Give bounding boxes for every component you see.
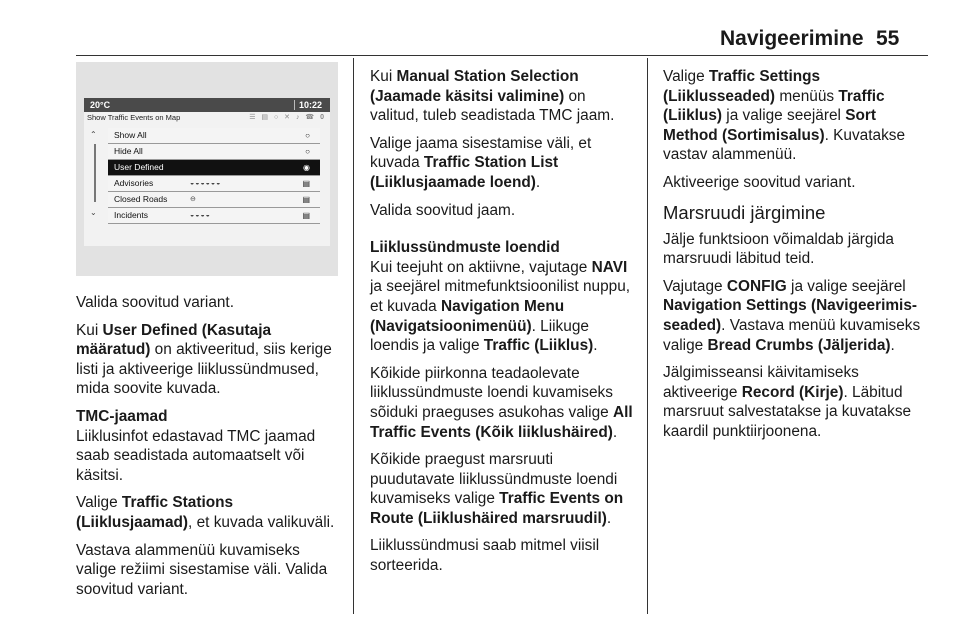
menu-term: All Traffic Events (Kõik liiklushäired): [370, 403, 633, 441]
paragraph: Valige jaama sisestamise väli, et kuvada Traffic Station List (Liiklusjaamade loend).: [370, 134, 592, 191]
paragraph: Valida soovitud variant.: [76, 294, 234, 311]
status-icon-strip: ☰ ▤ ○ ✕ ♪ ☎: [249, 114, 317, 121]
menu-term: Traffic Events on Route (Liiklushäired marsruudil): [370, 490, 624, 527]
header-rule: [76, 55, 928, 56]
paragraph: Vajutage CONFIG ja valige seejärel Navigation Settings (Navigeerimis-seaded). Vastava menüü kuvamiseks valige Bread Crumbs (Jäljerida).: [663, 277, 921, 354]
submenu-icon[interactable]: ▤: [302, 195, 310, 204]
section-title: Navigeerimine: [720, 27, 864, 50]
menu-row[interactable]: [108, 208, 320, 224]
paragraph: Jälgimisseansi käivitamiseks aktiveerige Record (Kirje). Läbitud marsruut salvestatakse ja kuvatakse kaardil punktiirjoonena.: [663, 364, 912, 440]
column-divider: [353, 58, 354, 614]
status-bar: [84, 98, 330, 112]
menu-list: [108, 128, 320, 224]
event-type-icons: ◒◒◒◒: [190, 212, 211, 219]
menu-row[interactable]: [108, 160, 320, 176]
radio-button-icon[interactable]: ◉: [303, 163, 310, 172]
menu-term: User Defined (Kasutaja määratud): [76, 321, 272, 359]
menu-term: Traffic Stations (Liiklusjaamad): [76, 494, 234, 531]
paragraph: Liiklussündmusi saab mitmel viisil sorteerida.: [370, 537, 600, 575]
menu-term: Navigation Menu (Navigatsioonimenüü): [370, 297, 565, 335]
menu-panel: [84, 112, 330, 246]
paragraph: Valige Traffic Stations (Liiklusjaamad), et kuvada valikuväli.: [76, 494, 335, 531]
status-count: 0: [320, 114, 326, 121]
paragraph: Liiklusinfot edastavad TMC jaamad saab seadistada automaatselt või käsitsi.: [76, 427, 316, 484]
menu-row-label: Show All: [114, 130, 147, 140]
subheading-traffic-lists: Liiklussündmuste loendid: [370, 239, 560, 257]
menu-term: Traffic (Liiklus): [483, 337, 594, 355]
paragraph: Kui User Defined (Kasutaja määratud) on aktiveeritud, siis kerige listi ja aktiveerige liiklussündmused, mida soovite kuvada.: [76, 321, 332, 398]
menu-row-label: Incidents: [114, 210, 149, 220]
menu-row[interactable]: [108, 192, 320, 208]
paragraph: Aktiveerige soovitud variant.: [663, 173, 856, 191]
paragraph: Kõikide piirkonna teadaolevate liiklussündmuste loendi kuvamiseks sõiduki praeguses asukohas valige All Traffic Events (Kõik liiklushäired).: [370, 364, 633, 441]
temperature-readout: 20°C: [90, 100, 111, 110]
menu-title: Show Traffic Events on Map: [87, 113, 181, 122]
scrollbar[interactable]: [94, 144, 96, 202]
menu-row[interactable]: [108, 144, 320, 160]
menu-term: Manual Station Selection (Jaamade käsitsi valimine): [370, 68, 579, 105]
menu-row-label: User Defined: [114, 162, 164, 172]
scroll-up-icon[interactable]: ⌃: [90, 130, 97, 139]
column-1: [76, 293, 344, 607]
infotainment-screenshot: [76, 62, 338, 276]
paragraph: Valige Traffic Settings (Liiklusseaded) menüüs Traffic (Liiklus) ja valige seejärel Sort Method (Sortimisalus). Kuvatakse vastav alammenüü.: [663, 68, 906, 164]
menu-term: Traffic Settings (Liiklusseaded): [663, 68, 821, 105]
menu-row-label: Hide All: [114, 146, 143, 156]
submenu-icon[interactable]: ▤: [302, 179, 310, 188]
menu-row[interactable]: [108, 176, 320, 192]
event-type-icons: ⊖: [190, 196, 197, 203]
menu-term: Sort Method (Sortimisalus): [663, 107, 876, 144]
page-header: [0, 0, 960, 58]
display-screen: [84, 98, 330, 246]
menu-row[interactable]: [108, 128, 320, 144]
column-divider: [647, 58, 648, 614]
menu-term: Bread Crumbs (Jäljerida): [707, 336, 891, 354]
column-3: [663, 67, 931, 450]
status-separator: [294, 100, 295, 110]
scroll-down-icon[interactable]: ⌄: [90, 208, 97, 217]
column-2: [370, 67, 638, 584]
button-term: NAVI: [591, 258, 628, 276]
paragraph: Kui Manual Station Selection (Jaamade käsitsi valimine) on valitud, tuleb seadistada TMC jaam.: [370, 68, 615, 125]
paragraph: Vastava alammenüü kuvamiseks valige režiimi sisestamise väli. Valida soovitud variant.: [76, 541, 328, 598]
paragraph: Jälje funktsioon võimaldab järgida marsruudi läbitud teid.: [663, 230, 894, 268]
menu-row-label: Closed Roads: [114, 194, 168, 204]
menu-term: Navigation Settings (Navigeerimis-seaded): [663, 297, 918, 334]
paragraph: Kõikide praegust marsruuti puudutavate liiklussündmuste loendi kuvamiseks valige Traffic Events on Route (Liiklushäired marsruudil).: [370, 451, 624, 527]
paragraph: Valida soovitud jaam.: [370, 201, 516, 219]
menu-term: Traffic (Liiklus): [663, 87, 885, 125]
menu-term: Record (Kirje): [741, 383, 844, 401]
radio-button-icon[interactable]: ○: [305, 131, 310, 140]
menu-term: Traffic Station List (Liiklusjaamade loend): [370, 154, 559, 191]
event-type-icons: ◒◒◒◒◒◒: [190, 180, 222, 187]
subheading-route-following: Marsruudi järgimine: [663, 201, 826, 223]
status-icons: [249, 113, 326, 121]
subheading-tmc: TMC-jaamad: [76, 407, 168, 425]
radio-button-icon[interactable]: ○: [305, 147, 310, 156]
clock-readout: 10:22: [298, 100, 322, 110]
submenu-icon[interactable]: ▤: [302, 211, 310, 220]
button-term: CONFIG: [726, 277, 787, 295]
paragraph: Kui teejuht on aktiivne, vajutage NAVI ja seejärel mitmefunktsioonilist nuppu, et kuvada Navigation Menu (Navigatsioonimenüü). Liikuge loendis ja valige Traffic (Liiklus).: [370, 258, 631, 355]
menu-row-label: Advisories: [114, 178, 154, 188]
page-number: 55: [876, 27, 900, 50]
